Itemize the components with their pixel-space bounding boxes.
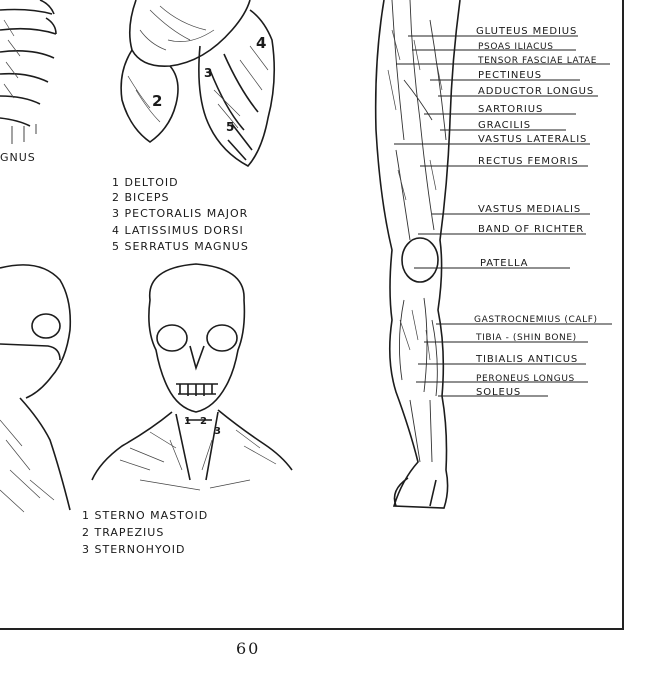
leg-label-vastus-lateralis: VASTUS LATERALIS [478,134,588,145]
neck-number-1: 1 [184,416,191,427]
leg-label-peroneus-longus: PERONEUS LONGUS [476,374,575,384]
legend-item-sterno-mastoid: 1 STERNO MASTOID [82,509,209,522]
side-skull-drawing [0,265,70,512]
page-number: 60 [236,639,261,658]
rib-cage-drawing [0,0,56,144]
leg-label-sartorius: SARTORIUS [478,104,544,115]
leg-label-adductor-longus: ADDUCTOR LONGUS [478,86,595,97]
leg-label-tibia: TIBIA - (SHIN BONE) [476,333,577,343]
leg-label-tibialis-anticus: TIBIALIS ANTICUS [476,354,579,365]
partial-label-serratus: GNUS [0,151,36,164]
leg-label-pectineus: PECTINEUS [478,70,542,81]
leg-label-gastrocnemius: GASTROCNEMIUS (CALF) [474,315,598,325]
legend-item-serratus-magnus: 5 SERRATUS MAGNUS [112,240,249,253]
legend-item-deltoid: 1 DELTOID [112,176,179,189]
shoulder-muscles-drawing [121,0,274,166]
leg-label-gracilis: GRACILIS [478,120,531,131]
leg-label-rectus-femoris: RECTUS FEMORIS [478,156,579,167]
legend-item-latissimus-dorsi: 4 LATISSIMUS DORSI [112,224,244,237]
neck-number-3: 3 [214,426,221,437]
leg-label-patella: PATELLA [480,258,529,269]
neck-number-2: 2 [200,416,207,427]
front-skull-drawing [92,264,292,490]
legend-item-pectoralis-major: 3 PECTORALIS MAJOR [112,207,249,220]
leg-label-tensor-fasciae-latae: TENSOR FASCIAE LATAE [478,56,598,66]
leg-label-vastus-medialis: VASTUS MEDIALIS [478,204,582,215]
figure-number-3: 3 [204,66,213,80]
leg-label-soleus: SOLEUS [476,387,522,398]
figure-number-2: 2 [152,92,163,110]
leg-label-gluteus-medius: GLUTEUS MEDIUS [476,26,578,37]
legend-item-biceps: 2 BICEPS [112,191,170,204]
legend-item-trapezius: 2 TRAPEZIUS [82,526,165,539]
figure-number-4: 4 [256,34,267,52]
legend-item-sternohyoid: 3 STERNOHYOID [82,543,186,556]
leg-label-band-of-richter: BAND OF RICHTER [478,224,585,235]
figure-number-5: 5 [226,120,235,134]
leg-label-psoas-iliacus: PSOAS ILIACUS [478,42,554,52]
